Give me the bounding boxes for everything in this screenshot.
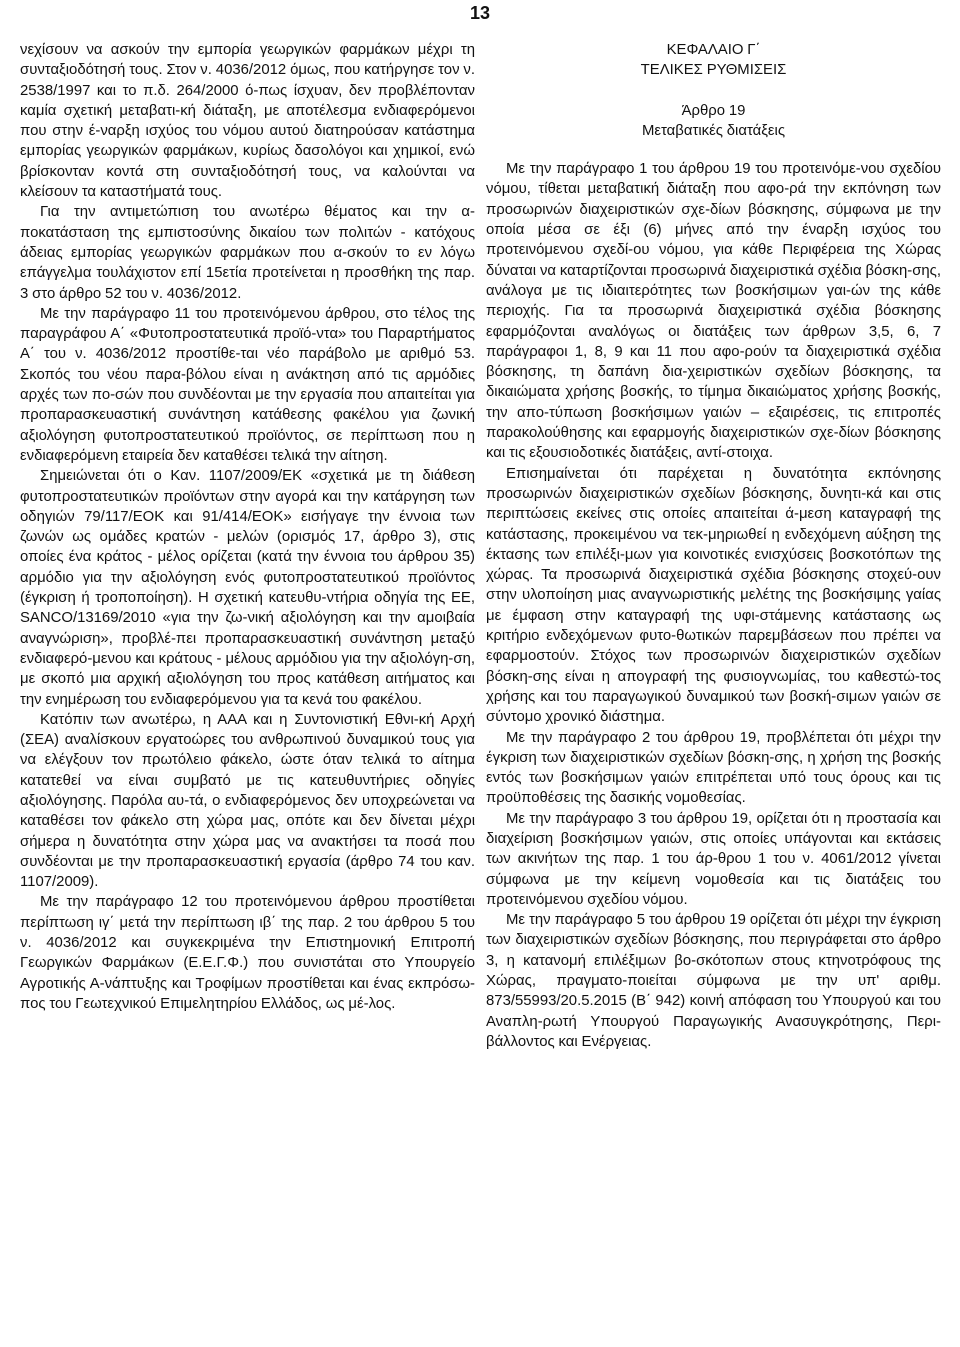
chapter-label: ΚΕΦΑΛΑΙΟ Γ΄	[666, 42, 761, 58]
paragraph: Σημειώνεται ότι ο Καν. 1107/2009/ΕΚ «σχετικά με τη διάθεση φυτοπροστατευτικών προϊόντων στην αγορά και την κατάργηση των οδηγιών 79/117/ΕΟΚ και 91/414/ΕΟΚ» εισήγαγε την έννοια των ζωνών ως ομάδες κρατών - μελών (ορισμός 17, άρθρο 3), στις οποίες ένα κράτος - μέλος ορίζεται (κατά την έννοια του άρθρου 35) αρμόδιο για την αξιολόγηση ενός φυτοπροστατευτικού προϊόντος (έγκριση ή τροποποίηση). Η σχετική κατευθυ-ντήρια οδηγία της ΕΕ, SANCO/13169/2010 «για την ζω-νική αξιολόγηση και την αμοιβαία αναγνώριση», προβλέ-πει προπαρασκευαστική συνάντηση μεταξύ ενδιαφερό-μενου και κράτους - μέλους αρμόδιου για την αξιολόγη-ση, με σκοπό μια αρχική αξιολόγηση του προς κατάθεση αιτήματος και την ενημέρωση του ενδιαφερόμενου για τα κενά του φακέλου.	[20, 468, 475, 708]
article-heading	[486, 101, 941, 142]
paragraph: Με την παράγραφο 2 του άρθρου 19, προβλέπεται ότι μέχρι την έγκριση των διαχειριστικών σχεδίων βόσκη-σης, η χρήση της βοσκής εντός των βοσκήσιμων γαιών επιτρέπεται υπό τους όρους και τις προϋποθέσεις της δασικής νομοθεσίας.	[486, 729, 941, 807]
paragraph: Με την παράγραφο 12 του προτεινόμενου άρθρου προστίθεται περίπτωση ιγ΄ μετά την περίπτωση ιβ΄ της παρ. 2 του άρθρου 5 του ν. 4036/2012 και συγκεκριμένα την Επιστημονική Επιτροπή Γεωργικών Φαρμάκων (Ε.Ε.Γ.Φ.) που συνιστάται στο Υπουργείο Αγροτικής Α-νάπτυξης και Τροφίμων προστίθεται και ένας εκπρόσω-πος του Γεωτεχνικού Επιμελητηρίου Ελλάδος, ως μέ-λος.	[20, 894, 475, 1012]
article-label: Άρθρο 19	[681, 102, 746, 119]
chapter-title: ΤΕΛΙΚΕΣ ΡΥΘΜΙΣΕΙΣ	[640, 62, 787, 79]
paragraph: Με την παράγραφο 11 του προτεινόμενου άρθρου, στο τέλος της παραγράφου Α΄ «Φυτοπροστατευτικά προϊό-ντα» του Παραρτήματος Α΄ του ν. 4036/2012 προστίθε-ται νέο παράβολο με αριθμό 53. Σκοπός του νέου παρα-βόλου είναι η ανάκτηση από τις αρμόδιες αρχές των πο-σών που συνδέονται με την εργασία που απαιτείται για προπαρασκευαστική συνάντηση κατάθεσης φακέλου για ζωνική αξιολόγηση φυτοπροστατευτικού προϊόντος, σε περίπτωση που η ενδιαφερόμενη εταιρεία δεν καταθέσει τελικά την αίτηση.	[20, 305, 475, 464]
right-column	[486, 40, 941, 1052]
paragraph: Επισημαίνεται ότι παρέχεται η δυνατότητα εκπόνησης προσωρινών διαχειριστικών σχεδίων βόσκησης, δυνητι-κά και στις περιπτώσεις εκείνες στις οποίες απαιτείται ά-μεση καταγραφή της κατάστασης, προκειμένου να τεκ-μηριωθεί η ενδεχόμενη αύξηση της έκτασης των επιλέξι-μων για κοινοτικές ενισχύσεις βοσκοτόπων της χώρας. Τα προσωρινά διαχειριστικά σχέδια βόσκησης στοχεύ-ουν στην υλοποίηση μιας αναγνωριστικής μελέτης της βοσκήσιμης γαίας με έμφαση στην καταγραφή της υφι-στάμενης κατάστασης ως κριτήριο ενδεχόμενων φυτο-θωτικών παρεμβάσεων που πρέπει να εφαρμοστούν. Στόχος των προσωρινών διαχειριστικών σχεδίων βόσκη-σης είναι η απογραφή της φυσιογνωμίας, του καθεστώ-τος χρήσης και του παραγωγικού δυναμικού των βοσκή-σιμων γαιών σε σύντομο χρονικό διάστημα.	[486, 465, 941, 726]
paragraph: Κατόπιν των ανωτέρω, η ΑΑΑ και η Συντονιστική Εθνι-κή Αρχή (ΣΕΑ) αναλίσκουν εργατοώρες του ανθρωπινού δυναμικού τους για να ελέγξουν τον πρωτόλειο φάκελο, ώστε όταν τελικά το αίτημα κατατεθεί να είναι συμβατό με τις κατευθυντήριες οδηγίες αξιολόγησης. Παρόλα αυ-τά, ο ενδιαφερόμενος δεν υποχρεώνεται να καταθέσει τον φάκελο στη χώρα μας, οπότε και δεν δίνεται μέχρι σήμερα η δυνατότητα στην χώρα μας να ανακτήσει τα ποσά που συνδέονται με την προπαρασκευαστική εργασία (άρθρο 74 του καν. 1107/2009).	[20, 711, 475, 891]
article-title: Μεταβατικές διατάξεις	[641, 122, 786, 139]
left-column	[20, 40, 475, 1014]
paragraph: Με την παράγραφο 3 του άρθρου 19, ορίζεται ότι η προστασία και διαχείριση βοσκήσιμων γαιών, στις οποίες υπάγονται και εκτάσεις των ακινήτων της παρ. 1 του άρ-θρου 1 του ν. 4061/2012 γίνεται σύμφωνα με την κείμενη νομοθεσία και τις διατάξεις του προτεινόμενου σχεδίου νόμου.	[486, 810, 941, 908]
paragraph: Με την παράγραφο 5 του άρθρου 19 ορίζεται ότι μέχρι την έγκριση των διαχειριστικών σχεδίων βόσκησης, που περιγράφεται στο άρθρο 3, η κατανομή επιλέξιμων βο-σκότοπων στους κτηνοτρόφους της Χώρας, πραγματο-ποιείται σύμφωνα με την υπ' αριθμ. 873/55993/20.5.2015 (Β΄ 942) κοινή απόφαση του Υπουργού και του Αναπλη-ρωτή Υπουργού Παραγωγικής Ανασυγκρότησης, Περι-βάλλοντος και Ενέργειας.	[486, 912, 941, 1050]
paragraph: Για την αντιμετώπιση του ανωτέρω θέματος και την α-ποκατάσταση της εμπιστοσύνης δικαίου των πολιτών - κατόχους άδειας εμπορίας γεωργικών φαρμάκων που α-σκούν το εν λόγω επάγγελμα τουλάχιστον επί 15ετία προτείνεται η προσθήκη της παρ. 3 στο άρθρο 52 του ν. 4036/2012.	[20, 204, 475, 302]
chapter-heading	[486, 40, 941, 81]
paragraph: Με την παράγραφο 1 του άρθρου 19 του προτεινόμε-νου σχεδίου νόμου, τίθεται μεταβατική διάταξη που αφο-ρά την εκπόνηση των προσωρινών διαχειριστικών σχε-δίων βόσκησης, σύμφωνα με την οποία μέσα σε έξι (6) μήνες από την έναρξη ισχύος του προτεινόμενου σχεδί-ου νόμου, για κάθε Περιφέρεια της Χώρας δύναται να καταρτίζονται προσωρινά διαχειριστικά σχέδια βόσκη-σης, ανάλογα με τις ιδιαιτερότητες των βοσκήσιμων γαι-ών της κάθε περιοχής. Για τα προσωρινά διαχειριστικά σχέδια βόσκησης εφαρμόζονται αναλόγως οι διατάξεις των άρθρων 3,5, 6, 7 παράγραφοι 1, 8, 9 και 11 που αφο-ρούν τα διαχειριστικά σχέδια βόσκησης, τη δαπάνη δια-χειριστικών σχεδίων βόσκησης, τα δικαιώματα χρήσης βοσκής, το τίμημα δικαιώματος χρήσης βοσκής, την απο-τύπωση βοσκήσιμων γαιών – εξαιρέσεις, τις επιτροπές παρακολούθησης και εφαρμογής διαχειριστικών σχε-δίων βόσκησης και τις εξουσιοδοτικές διατάξεις, αντί-στοιχα.	[486, 161, 941, 462]
paragraph: νεχίσουν να ασκούν την εμπορία γεωργικών φαρμάκων μέχρι τη συνταξιοδότησή τους. Στον ν. 4036/2012 όμως, που κατήργησε τον ν. 2538/1997 και το π.δ. 264/2000 ό-πως ίσχυαν, δεν προβλέπονταν καμία σχετική μεταβατι-κή διάταξη, με αποτέλεσμα ενδιαφερόμενοι που στην έ-ναρξη ισχύος του νόμου αυτού διατηρούσαν κατάστημα εμπορίας γεωργικών φαρμάκων, κυρίως δασολόγοι και χημικοί, ενώ βρίσκονταν κοντά στη συνταξιοδότησή τους, να καλούνται να κλείσουν τα καταστήματά τους.	[20, 42, 475, 201]
page-number: 13	[469, 3, 491, 23]
